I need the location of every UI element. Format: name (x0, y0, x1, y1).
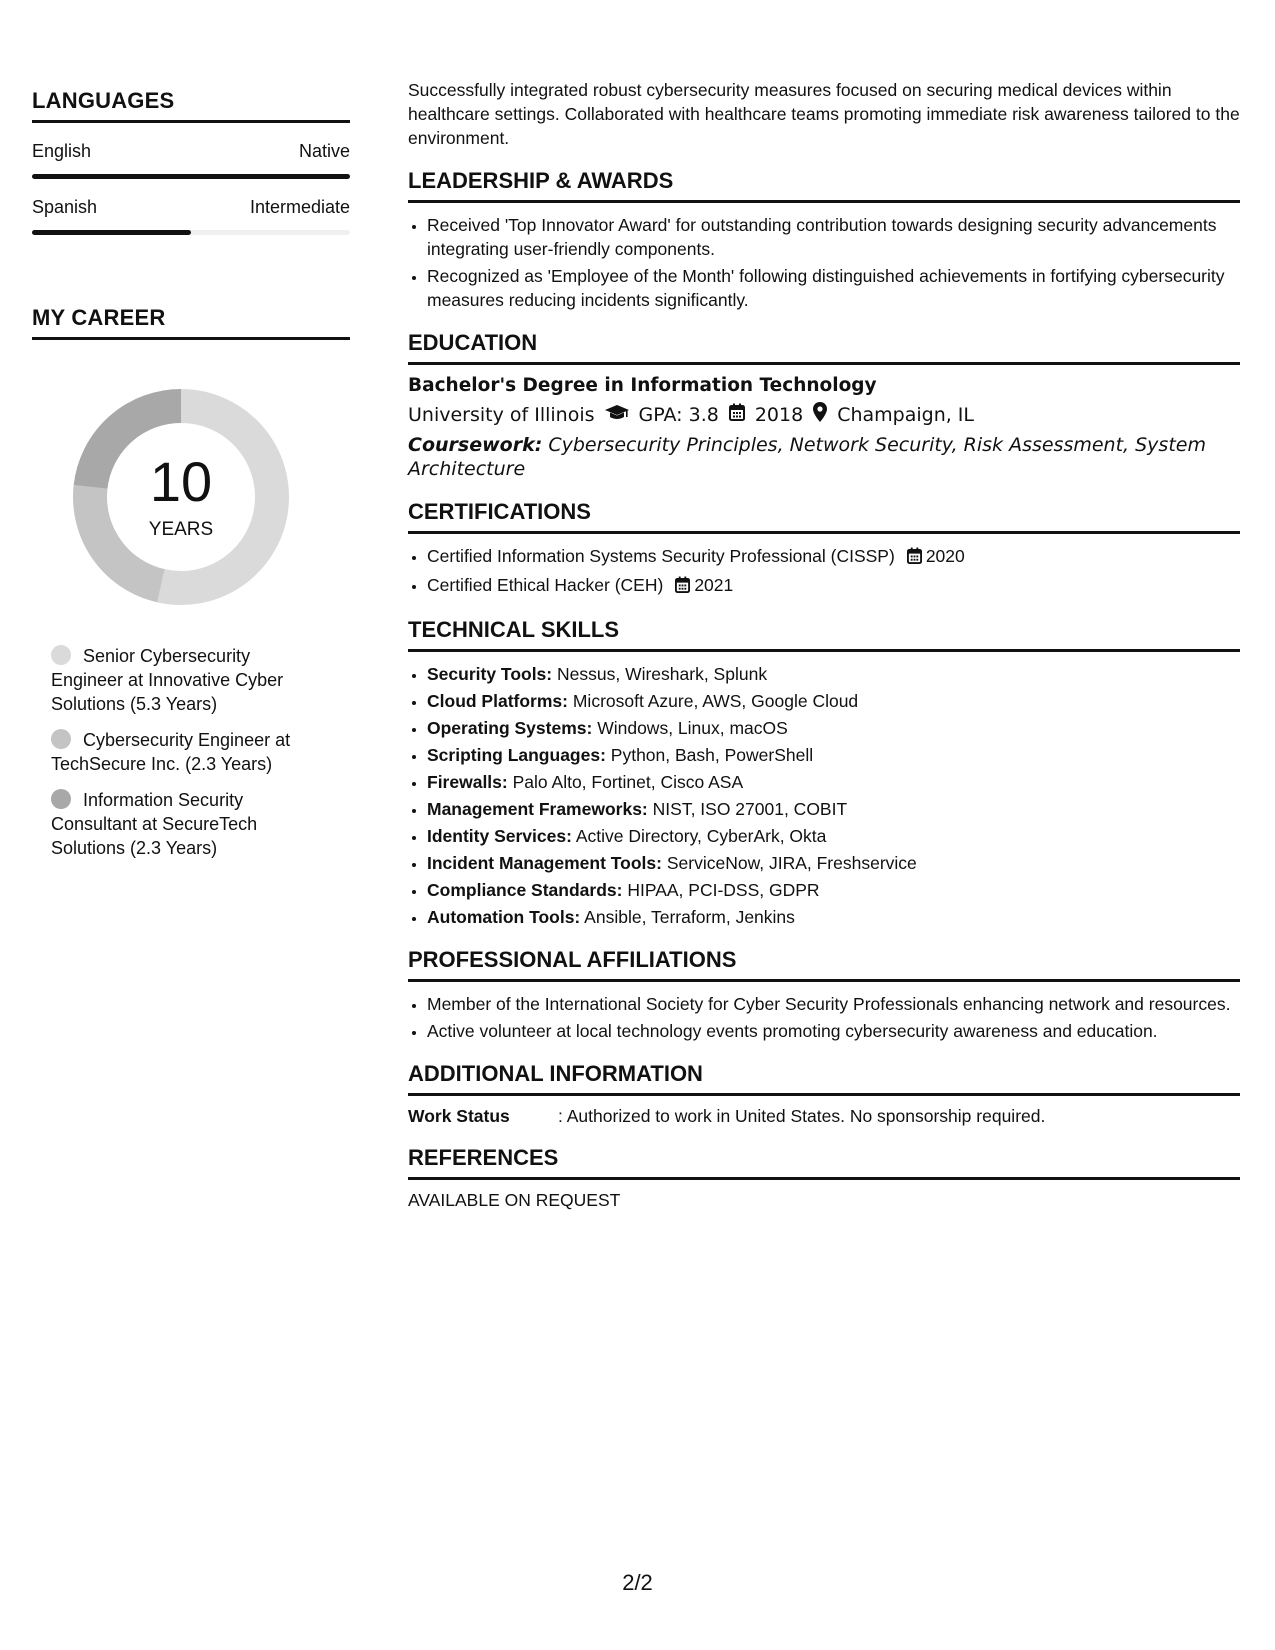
work-status-row (408, 1106, 1240, 1127)
leadership-heading: LEADERSHIP & AWARDS (408, 168, 1240, 203)
skill-value: Palo Alto, Fortinet, Cisco ASA (512, 772, 744, 792)
right-column (408, 78, 1240, 1211)
left-column (32, 88, 350, 872)
skill-value: Ansible, Terraform, Jenkins (584, 907, 795, 927)
experience-intro-text: Successfully integrated robust cybersecurity measures focused on securing medical devices within healthcare settings. Collaborated with healthcare teams promoting immediate risk awareness tailored to the environment. (408, 80, 1240, 148)
career-legend-item (51, 728, 311, 776)
skill-label: Operating Systems: (427, 718, 593, 738)
career-legend-label: Cybersecurity Engineer at TechSecure Inc. (2.3 Years) (51, 730, 291, 774)
skill-label: Security Tools: (427, 664, 553, 684)
references-heading: REFERENCES (408, 1145, 1240, 1180)
skill-item (427, 878, 1240, 902)
skill-label: Compliance Standards: (427, 880, 623, 900)
career-total-label: YEARS (148, 519, 214, 540)
skill-label: Firewalls: (427, 772, 508, 792)
legend-swatch (51, 729, 71, 749)
language-row (32, 141, 350, 162)
certification-name: Certified Information Systems Security Professional (CISSP) (427, 546, 895, 566)
career-donut-chart (66, 382, 296, 612)
calendar-icon (729, 403, 745, 426)
skill-item (427, 716, 1240, 740)
education-gpa: GPA: 3.8 (638, 403, 719, 426)
skill-label: Management Frameworks: (427, 799, 648, 819)
education-degree: Bachelor's Degree in Information Technology (408, 375, 877, 396)
certification-item (427, 544, 1240, 570)
calendar-icon (675, 575, 690, 599)
skill-item (427, 824, 1240, 848)
career-legend-item (51, 788, 311, 860)
certification-year: 2020 (925, 546, 965, 566)
language-proficiency-bar (32, 174, 350, 179)
language-row (32, 197, 350, 218)
skill-item (427, 905, 1240, 929)
career-total-number: 10 (149, 450, 213, 513)
page-number: 2/2 (622, 1570, 653, 1595)
skill-label: Identity Services: (427, 826, 572, 846)
skill-label: Automation Tools: (427, 907, 581, 927)
skill-value: Active Directory, CyberArk, Okta (575, 826, 827, 846)
education-school: University of Illinois (408, 403, 595, 426)
skill-label: Incident Management Tools: (427, 853, 662, 873)
certifications-heading: CERTIFICATIONS (408, 499, 1240, 534)
skill-value: Python, Bash, PowerShell (610, 745, 814, 765)
skill-value: Microsoft Azure, AWS, Google Cloud (572, 691, 859, 711)
education-location: Champaign, IL (837, 403, 975, 426)
skill-label: Cloud Platforms: (427, 691, 568, 711)
legend-swatch (51, 645, 71, 665)
skill-item (427, 689, 1240, 713)
skill-item (427, 662, 1240, 686)
skills-heading: TECHNICAL SKILLS (408, 617, 1240, 652)
list-item: • Active volunteer at local technology events promoting cybersecurity awareness and education. (427, 1019, 1240, 1043)
additional-info-heading: ADDITIONAL INFORMATION (408, 1061, 1240, 1096)
education-details (408, 402, 1240, 427)
certification-year: 2021 (694, 575, 734, 595)
skill-value: Nessus, Wireshark, Splunk (557, 664, 768, 684)
language-name: English (32, 141, 92, 161)
leadership-list (408, 213, 1240, 312)
graduation-cap-icon (605, 404, 629, 426)
references-text: AVAILABLE ON REQUEST (408, 1190, 621, 1210)
career-legend-label: Senior Cybersecurity Engineer at Innovative Cyber Solutions (5.3 Years) (51, 646, 284, 714)
career-legend-label: Information Security Consultant at SecureTech Solutions (2.3 Years) (51, 790, 258, 858)
skill-item (427, 851, 1240, 875)
skill-value: HIPAA, PCI-DSS, GDPR (627, 880, 820, 900)
skills-list (408, 662, 1240, 929)
language-name: Spanish (32, 197, 98, 217)
certifications-list (408, 544, 1240, 599)
language-proficiency-fill (32, 230, 191, 235)
skill-label: Scripting Languages: (427, 745, 606, 765)
list-item: • Member of the International Society for Cyber Security Professionals enhancing network and resources. (427, 992, 1240, 1016)
legend-swatch (51, 789, 71, 809)
affiliations-heading: PROFESSIONAL AFFILIATIONS (408, 947, 1240, 982)
list-item: • Recognized as 'Employee of the Month' following distinguished achievements in fortifying cybersecurity measures reducing incidents significantly. (427, 264, 1240, 312)
coursework-value: Cybersecurity Principles, Network Security, Risk Assessment, System Architecture (408, 434, 1206, 480)
education-heading: EDUCATION (408, 330, 1240, 365)
language-proficiency-fill (32, 174, 350, 179)
education-coursework (408, 433, 1240, 481)
work-status-label: Work Status (408, 1106, 510, 1126)
skill-value: NIST, ISO 27001, COBIT (652, 799, 848, 819)
skill-item (427, 797, 1240, 821)
languages-list (32, 141, 350, 235)
certification-name: Certified Ethical Hacker (CEH) (427, 575, 664, 595)
skill-item (427, 770, 1240, 794)
certification-item (427, 573, 1240, 599)
education-year: 2018 (754, 403, 804, 426)
language-level: Native (298, 141, 350, 161)
skill-item (427, 743, 1240, 767)
skill-value: Windows, Linux, macOS (597, 718, 788, 738)
calendar-icon (907, 546, 922, 570)
language-level: Intermediate (249, 197, 350, 217)
work-status-value: : Authorized to work in United States. No sponsorship required. (558, 1106, 1046, 1126)
language-proficiency-bar (32, 230, 350, 235)
affiliations-list (408, 992, 1240, 1043)
career-heading: MY CAREER (32, 305, 350, 340)
career-legend-item (51, 644, 311, 716)
skill-value: ServiceNow, JIRA, Freshservice (666, 853, 917, 873)
languages-heading: LANGUAGES (32, 88, 350, 123)
location-pin-icon (813, 402, 827, 427)
career-legend (51, 644, 311, 860)
list-item: • Received 'Top Innovator Award' for outstanding contribution towards designing security advancements integrating user-friendly components. (427, 213, 1240, 261)
coursework-label: Coursework: (408, 434, 543, 456)
